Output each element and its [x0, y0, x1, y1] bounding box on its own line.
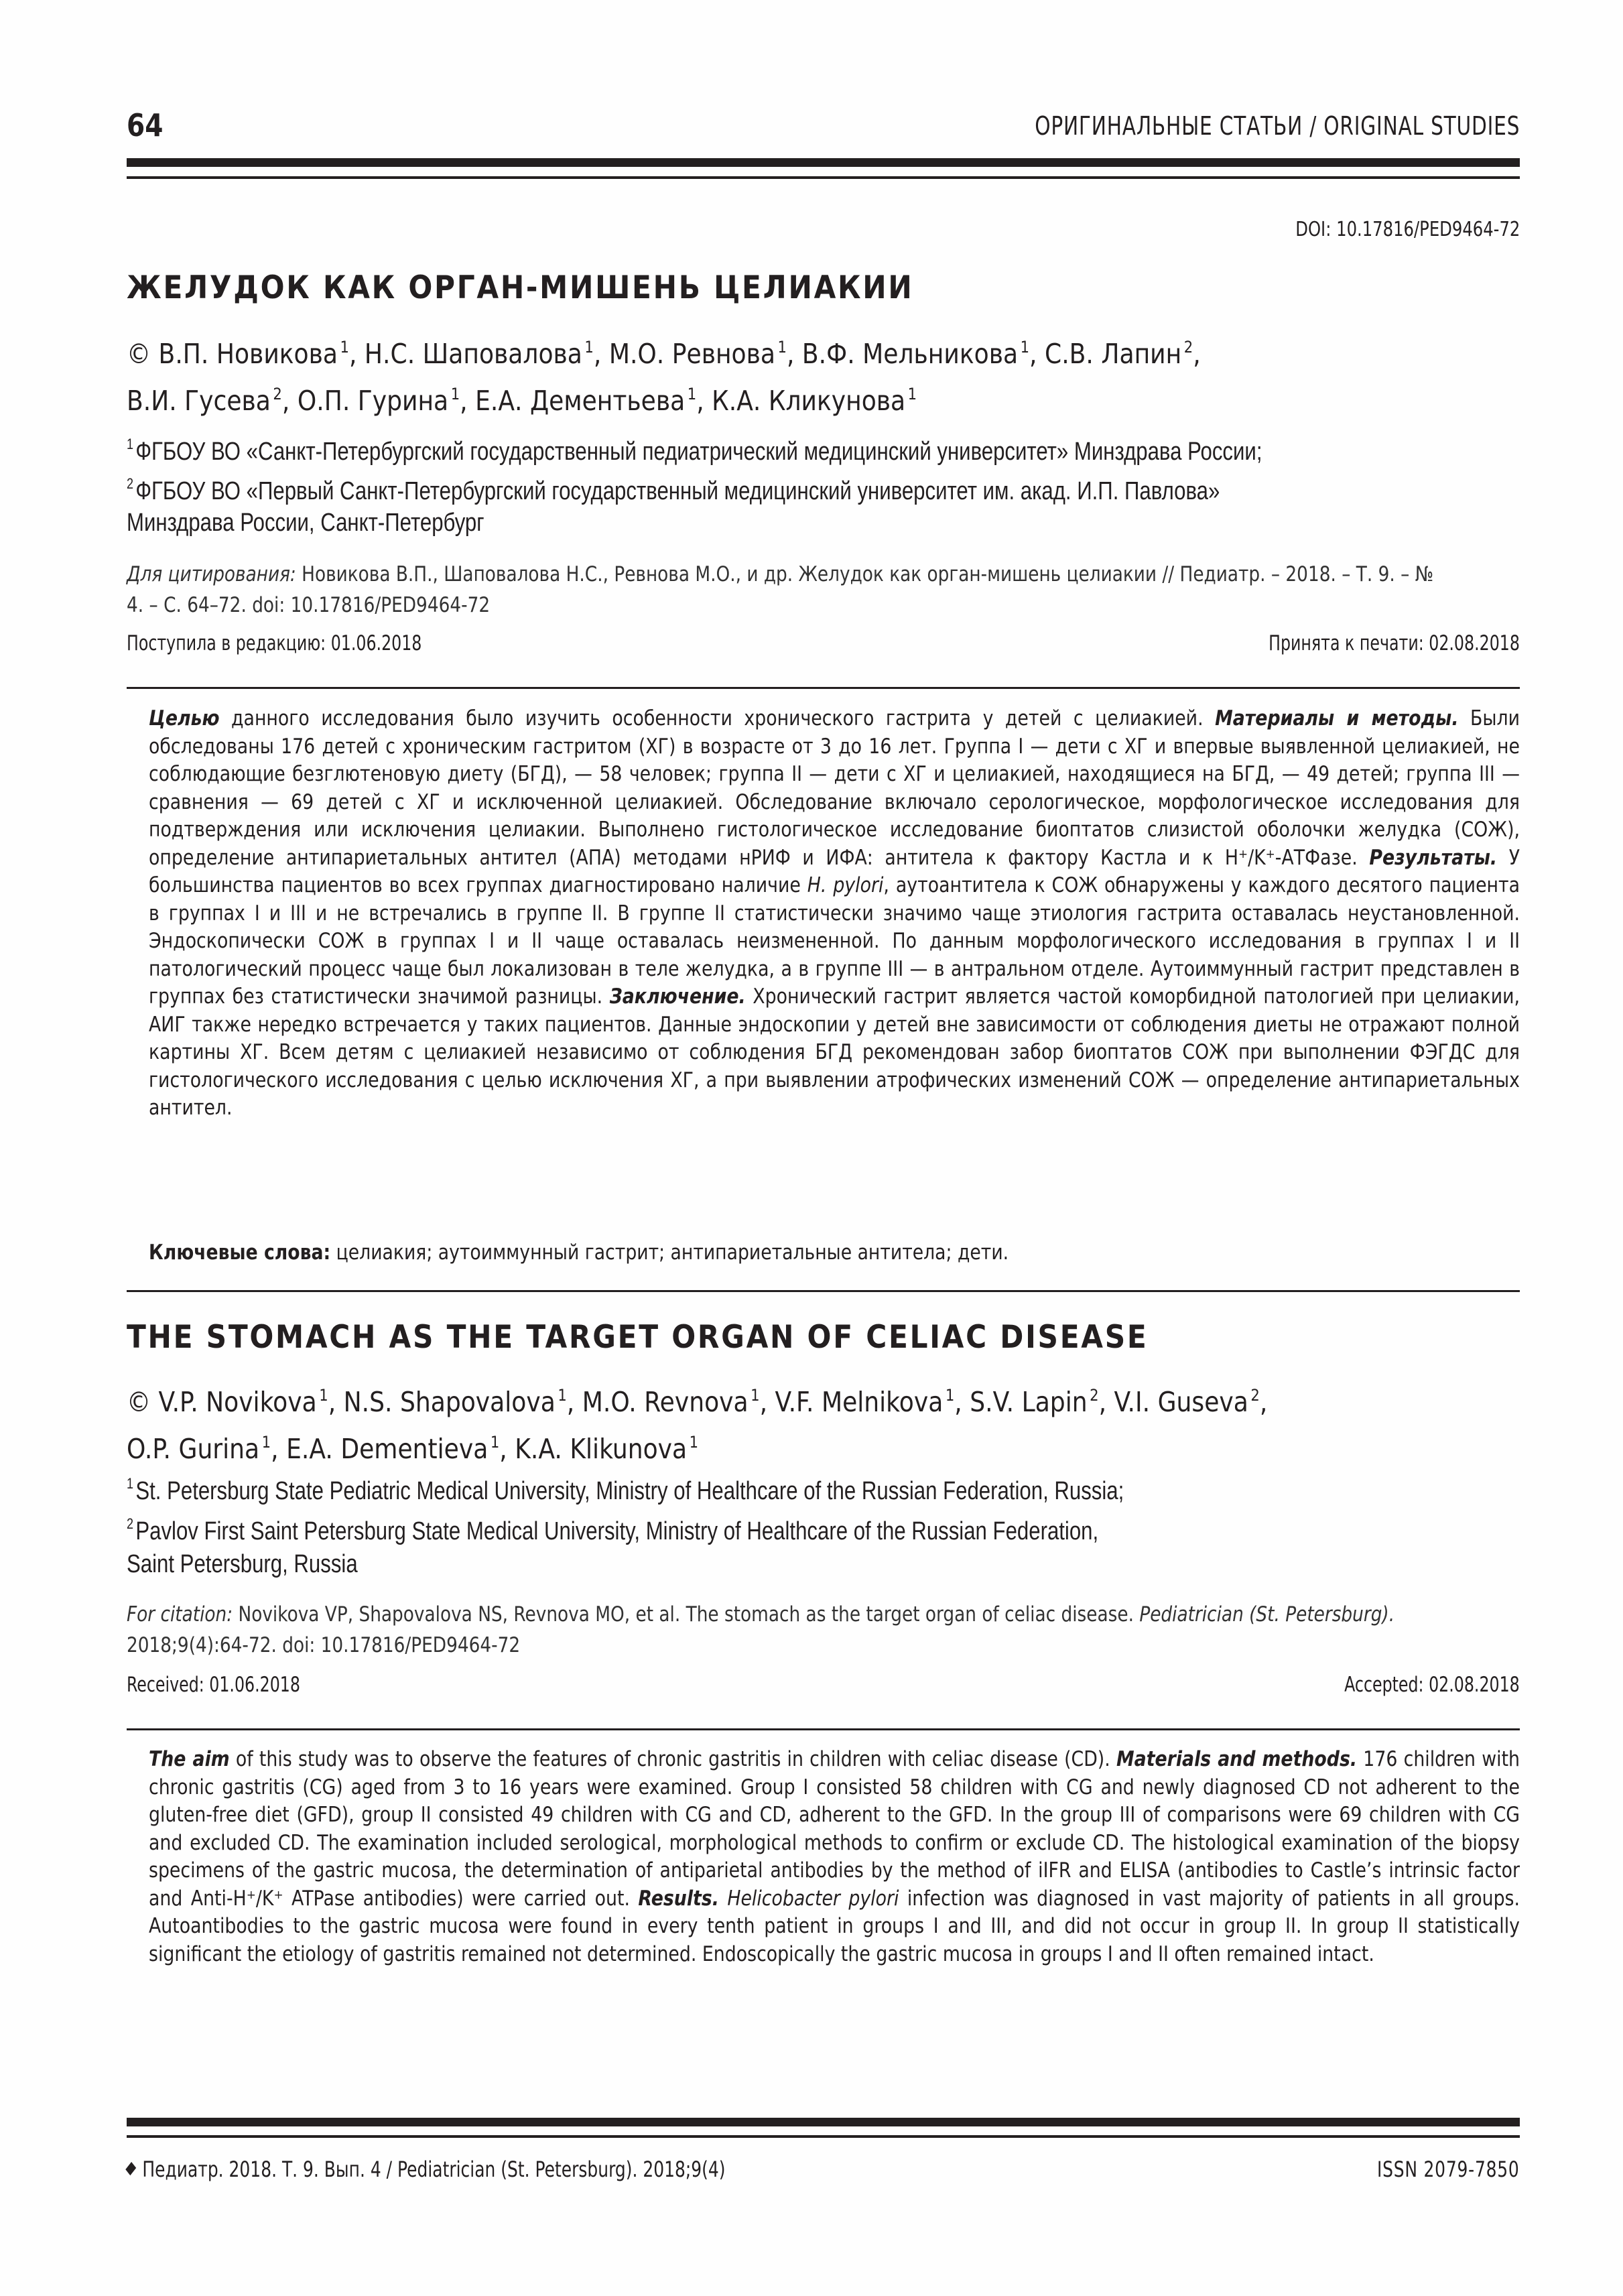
- author: С.В. Лапин $^2$: [1044, 338, 1193, 370]
- accepted-date: Accepted: 02.08.2018: [1344, 1673, 1520, 1697]
- ru-authors-line-2: В.И. Гусева $^2$, О.П. Гурина $^1$, Е.А. Дементьева $^1$, К.А. Кликунова $^1$: [127, 385, 917, 417]
- abstract-aim-text: данного исследования было изучить особенности хронического гастрита у детей с целиакией.: [219, 706, 1216, 730]
- header-rule-thick: [127, 158, 1520, 167]
- abstract-aim-text: of this study was to observe the features of chronic gastritis in children with celiac disease (CD).: [229, 1747, 1117, 1771]
- author: E.A. Dementieva $^1$: [286, 1433, 500, 1465]
- page-number: 64: [127, 107, 164, 143]
- author: М.О. Ревнова $^1$: [608, 338, 787, 370]
- received-date: Received: 01.06.2018: [127, 1673, 300, 1697]
- ru-title: ЖЕЛУДОК КАК ОРГАН-МИШЕНЬ ЦЕЛИАКИИ: [127, 269, 914, 306]
- en-affiliation-1: $^1$St. Petersburg State Pediatric Medical University, Ministry of Healthcare of the Russian Federation, Russia;: [127, 1475, 1124, 1505]
- citation-label: Для цитирования:: [127, 562, 296, 586]
- author: M.O. Revnova $^1$: [582, 1386, 760, 1418]
- en-title: THE STOMACH AS THE TARGET ORGAN OF CELIAC DISEASE: [127, 1319, 1149, 1356]
- header-rule-thin: [127, 176, 1520, 179]
- abstract-results-label: Результаты.: [1369, 845, 1498, 870]
- abstract-methods-label: Материалы и методы.: [1215, 706, 1459, 730]
- abstract-results-text-2: , аутоантитела к СОЖ обнаружены у каждого десятого пациента в группах I и III и не встречались в группе II. В группе II статистически значимо чаще этиология гастрита оставалась неустановленной. Эндоскопически СОЖ в группах I и II чаще оставалась неизмененной. По данным морфологического исследования в группах I и II патологический процесс чаще был локализован в теле желудка, а в группе III — в антральном отделе. Аутоиммунный гастрит представлен в группах без статистически значимой разницы.: [149, 873, 1520, 1009]
- abstract-methods-label: Materials and methods.: [1116, 1747, 1358, 1771]
- journal-ref-text: Педиатр. 2018. Т. 9. Вып. 4 / Pediatrician (St. Petersburg). 2018;9(4): [142, 2157, 726, 2182]
- en-affiliation-2-cont: Saint Petersburg, Russia: [127, 1550, 358, 1578]
- diamond-icon: [125, 2162, 136, 2175]
- ru-keywords: [149, 1240, 1009, 1265]
- citation-text-2: 2018;9(4):64-72. doi: 10.17816/PED9464-72: [127, 1633, 521, 1657]
- ru-citation: [127, 559, 1454, 621]
- citation-text: Новикова В.П., Шаповалова Н.С., Ревнова М.О., и др. Желудок как орган-мишень целиакии // Педиатр. – 2018. – Т. 9. – № 4. – С. 64–72. doi: 10.17816/PED9464-72: [127, 562, 1434, 617]
- author: К.А. Кликунова $^1$: [712, 385, 917, 417]
- author: V.P. Novikova $^1$: [158, 1386, 328, 1418]
- abstract-conclusion-label: Заключение.: [609, 984, 746, 1009]
- en-dates: [127, 1673, 1520, 1697]
- author: Е.А. Дементьева $^1$: [475, 385, 697, 417]
- keywords-label: Ключевые слова:: [149, 1240, 331, 1265]
- footer-issn: ISSN 2079-7850: [1377, 2157, 1520, 2182]
- abstract-results-species: Helicobacter pylori: [718, 1886, 899, 1911]
- en-authors-line-1: © V.P. Novikova $^1$, N.S. Shapovalova $^1$, M.O. Revnova $^1$, V.F. Melnikova $^1$, S.V. Lapin $^2$, V.I. Guseva $^2$,: [127, 1386, 1268, 1418]
- ru-authors-line-1: © В.П. Новикова $^1$, Н.С. Шаповалова $^1$, М.О. Ревнова $^1$, В.Ф. Мельникова $^1$, С.В. Лапин $^2$,: [127, 338, 1201, 370]
- ru-affiliation-2: $^2$ФГБОУ ВО «Первый Санкт-Петербургский государственный медицинский университет им. акад. И.П. Павлова»: [127, 475, 1220, 505]
- received-date: Поступила в редакцию: 01.06.2018: [127, 631, 422, 655]
- abstract-results-text: У большинства пациентов во всех группах диагностировано наличие: [149, 845, 1520, 897]
- abstract-methods-text: Были обследованы 176 детей с хроническим гастритом (ХГ) в возрасте от 3 до 16 лет. Группа I — дети с ХГ и впервые выявленной целиакией, не соблюдающие безглютеновую диету (БГД), — 58 человек; группа II — дети с ХГ и целиакией, находящиеся на БГД, — 49 детей; группа III — сравнения — 69 детей с ХГ и исключенной целиакией. Обследование включало серологическое, морфологическое исследования для подтверждения или исключения целиакии. Выполнено гистологическое исследование биоптатов слизистой оболочки желудка (СОЖ), определение антипариетальных антител (АПА) методами нРИФ и ИФА: антитела к фактору Кастла и к H⁺/K⁺-АТФазе.: [149, 706, 1520, 870]
- citation-label: For citation:: [127, 1602, 233, 1627]
- abstract-methods-text: 176 children with chronic gastritis (CG) aged from 3 to 16 years were examined. Group I consisted 58 children with CG and newly diagnosed CD not adherent to the gluten-free diet (GFD), group II consisted 49 children with CG and CD, adherent to the GFD. In the group III of comparisons were 69 children with CG and excluded CD. The examination included serological, morphological methods to confirm or exclude CD. The histological examination of the biopsy specimens of the gastric mucosa, the determination of antiparietal antibodies by the method of iIFR and ELISA (antibodies to Castle’s intrinsic factor and Anti-H⁺/K⁺ ATPase antibodies) were carried out.: [149, 1747, 1520, 1911]
- author: V.I. Guseva $^2$: [1114, 1386, 1260, 1418]
- author: В.П. Новикова $^1$: [158, 338, 349, 370]
- author: О.П. Гурина $^1$: [297, 385, 460, 417]
- author: O.P. Gurina $^1$: [127, 1433, 271, 1465]
- author: V.F. Melnikova $^1$: [775, 1386, 955, 1418]
- author: В.И. Гусева $^2$: [127, 385, 282, 417]
- divider: [127, 1290, 1520, 1292]
- author: K.A. Klikunova $^1$: [515, 1433, 699, 1465]
- abstract-results-species: H. pylori: [807, 873, 884, 897]
- author: S.V. Lapin $^2$: [970, 1386, 1099, 1418]
- author: В.Ф. Мельникова $^1$: [801, 338, 1030, 370]
- footer-journal-ref: [127, 2157, 726, 2182]
- abstract-aim-label: The aim: [149, 1747, 230, 1771]
- ru-affiliation-2-cont: Минздрава России, Санкт-Петербург: [127, 509, 484, 537]
- divider: [127, 1728, 1520, 1730]
- abstract-conclusion-text: Хронический гастрит является частой коморбидной патологией при целиакии, АИГ также нередко встречается у таких пациентов. Данные эндоскопии у детей вне зависимости от соблюдения диеты не отражают полной картины ХГ. Всем детям с целиакией независимо от соблюдения БГД рекомендован забор биоптатов СОЖ при выполнении ФЭГДС для гистологического исследования с целью исключения ХГ, а при выявлении атрофических изменений СОЖ — определение антипариетальных антител.: [149, 984, 1520, 1120]
- accepted-date: Принята к печати: 02.08.2018: [1269, 631, 1520, 655]
- ru-abstract: [149, 705, 1520, 1123]
- abstract-aim-label: Целью: [149, 706, 220, 730]
- en-abstract: [149, 1746, 1520, 1968]
- abstract-results-text: infection was diagnosed in vast majority of patients in all groups. Autoantibodies to the gastric mucosa were found in every tenth patient in groups I and III, and did not occur in group II. In group II statistically significant the etiology of gastritis remained not determined. Endoscopically the gastric mucosa in groups I and II often remained intact.: [149, 1886, 1520, 1966]
- citation-text: Novikova VP, Shapovalova NS, Revnova MO, et al. The stomach as the target organ of celiac disease.: [233, 1602, 1140, 1627]
- divider: [127, 687, 1520, 689]
- citation-journal: Pediatrician (St. Petersburg).: [1139, 1602, 1395, 1627]
- en-authors: [127, 1375, 1365, 1469]
- ru-authors: [127, 327, 1365, 421]
- keywords-text: целиакия; аутоиммунный гастрит; антипариетальные антитела; дети.: [330, 1240, 1009, 1265]
- footer-rule-thick: [127, 2118, 1520, 2126]
- ru-dates: [127, 631, 1520, 655]
- running-head: ОРИГИНАЛЬНЫЕ СТАТЬИ / ORIGINAL STUDIES: [1034, 111, 1520, 141]
- doi[interactable]: DOI: 10.17816/PED9464-72: [1295, 218, 1520, 241]
- copyright-symbol: ©: [127, 1386, 151, 1418]
- author: Н.С. Шаповалова $^1$: [364, 338, 594, 370]
- copyright-symbol: ©: [127, 338, 151, 370]
- ru-affiliation-1: $^1$ФГБОУ ВО «Санкт-Петербургский государственный педиатрический медицинский университет» Минздрава России;: [127, 436, 1262, 466]
- author: N.S. Shapovalova $^1$: [343, 1386, 567, 1418]
- footer-rule-thin: [127, 2135, 1520, 2138]
- en-authors-line-2: O.P. Gurina $^1$, E.A. Dementieva $^1$, K.A. Klikunova $^1$: [127, 1433, 699, 1465]
- en-affiliation-2: $^2$Pavlov First Saint Petersburg State Medical University, Ministry of Healthcare of the Russian Federation,: [127, 1515, 1099, 1545]
- en-citation: [127, 1599, 1454, 1661]
- abstract-results-label: Results.: [638, 1886, 719, 1911]
